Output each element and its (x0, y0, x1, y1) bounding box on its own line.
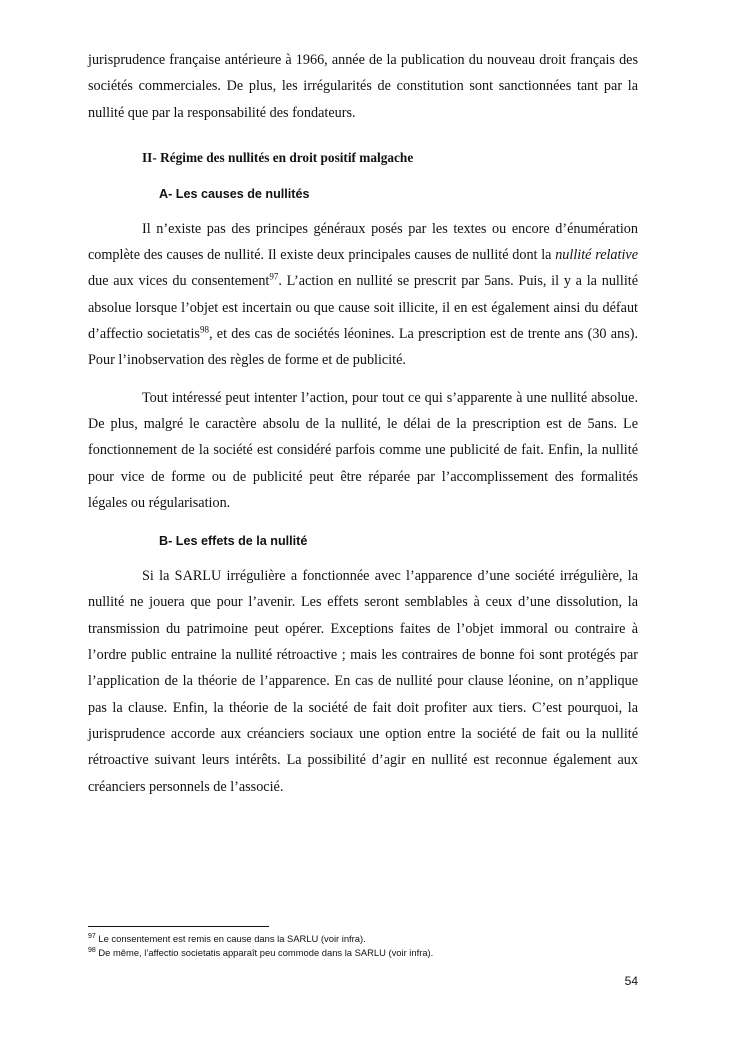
footnote-number: 98 (88, 946, 96, 954)
footnote-text: Le consentement est remis en cause dans la SARLU (voir infra). (95, 933, 366, 944)
footnote-separator (88, 926, 269, 927)
footnote-ref-98[interactable]: 98 (199, 324, 209, 335)
paragraph-causes-part3: . L’action en nullité se prescrit par 5ans. Puis, il y a la nullité absolue lorsque l’objet est incertain ou que cause soit illicite, il en est également ainsi du défaut d’affectio societatis (88, 273, 638, 343)
paragraph-causes-part2: due aux vices du consentement (88, 273, 270, 290)
paragraph-effets: Si la SARLU irrégulière a fonctionnée avec l’apparence d’une société irrégulière, la nullité ne jouera que pour l’avenir. Les effets seront semblables à ceux d’une dissolution, la transmission du patrimoine peut opérer. Exceptions faites de l’objet immoral ou contraire à l’ordre public entraine la nullité rétroactive ; mais les contraires de bonne foi sont protégés par l’application de la théorie de l’apparence. En cas de nullité pour clause léonine, on n’applique pas la clause. Enfin, la théorie de la société de fait doit profiter aux tiers. C’est pourquoi, la jurisprudence accorde aux créanciers sociaux une option entre la société de fait ou la nullité rétroactive suivant leurs intérêts. La possibilité d’agir en nullité est reconnue également aux créanciers personnels de l’associé. (88, 568, 638, 795)
footnote-text: De même, l’affectio societatis apparaît peu commode dans la SARLU (voir infra). (95, 947, 434, 958)
footnote-98 (88, 946, 648, 960)
paragraph-causes-italic: nullité relative (555, 247, 638, 264)
paragraph-causes (88, 216, 638, 374)
subsection-heading-causes: A- Les causes de nullités (159, 186, 310, 201)
footnote-97 (88, 932, 648, 946)
paragraph-intro: jurisprudence française antérieure à 1966, année de la publication du nouveau droit français des sociétés commerciales. De plus, les irrégularités de constitution sont sanctionnées tant par la nullité que par la responsabilité des fondateurs. (88, 52, 638, 121)
subsection-heading-effets: B- Les effets de la nullité (159, 534, 308, 549)
page-number: 54 (624, 974, 638, 988)
paragraph-causes-part4: , et des cas de sociétés léonines. La prescription est de trente ans (30 ans). Pour l’inobservation des règles de forme et de publicité. (88, 326, 638, 369)
footnote-ref-97[interactable]: 97 (269, 271, 279, 282)
paragraph-causes-part1: Il n’existe pas des principes généraux posés par les textes ou encore d’énumération complète des causes de nullité. Il existe deux principales causes de nullité dont la (88, 220, 638, 264)
paragraph-action: Tout intéressé peut intenter l’action, pour tout ce qui s’apparente à une nullité absolue. De plus, malgré le caractère absolu de la nullité, le délai de la prescription est de 5ans. Le fonctionnement de la société est considéré parfois comme une publicité de fait. Enfin, la nullité pour vice de forme ou de publicité peut être réparée par l’accomplissement des formalités légales ou régularisation. (88, 389, 638, 511)
footnotes (88, 932, 648, 960)
document-page (88, 47, 638, 800)
section-heading: II- Régime des nullités en droit positif malgache (142, 149, 414, 165)
footnote-number: 97 (88, 932, 96, 940)
